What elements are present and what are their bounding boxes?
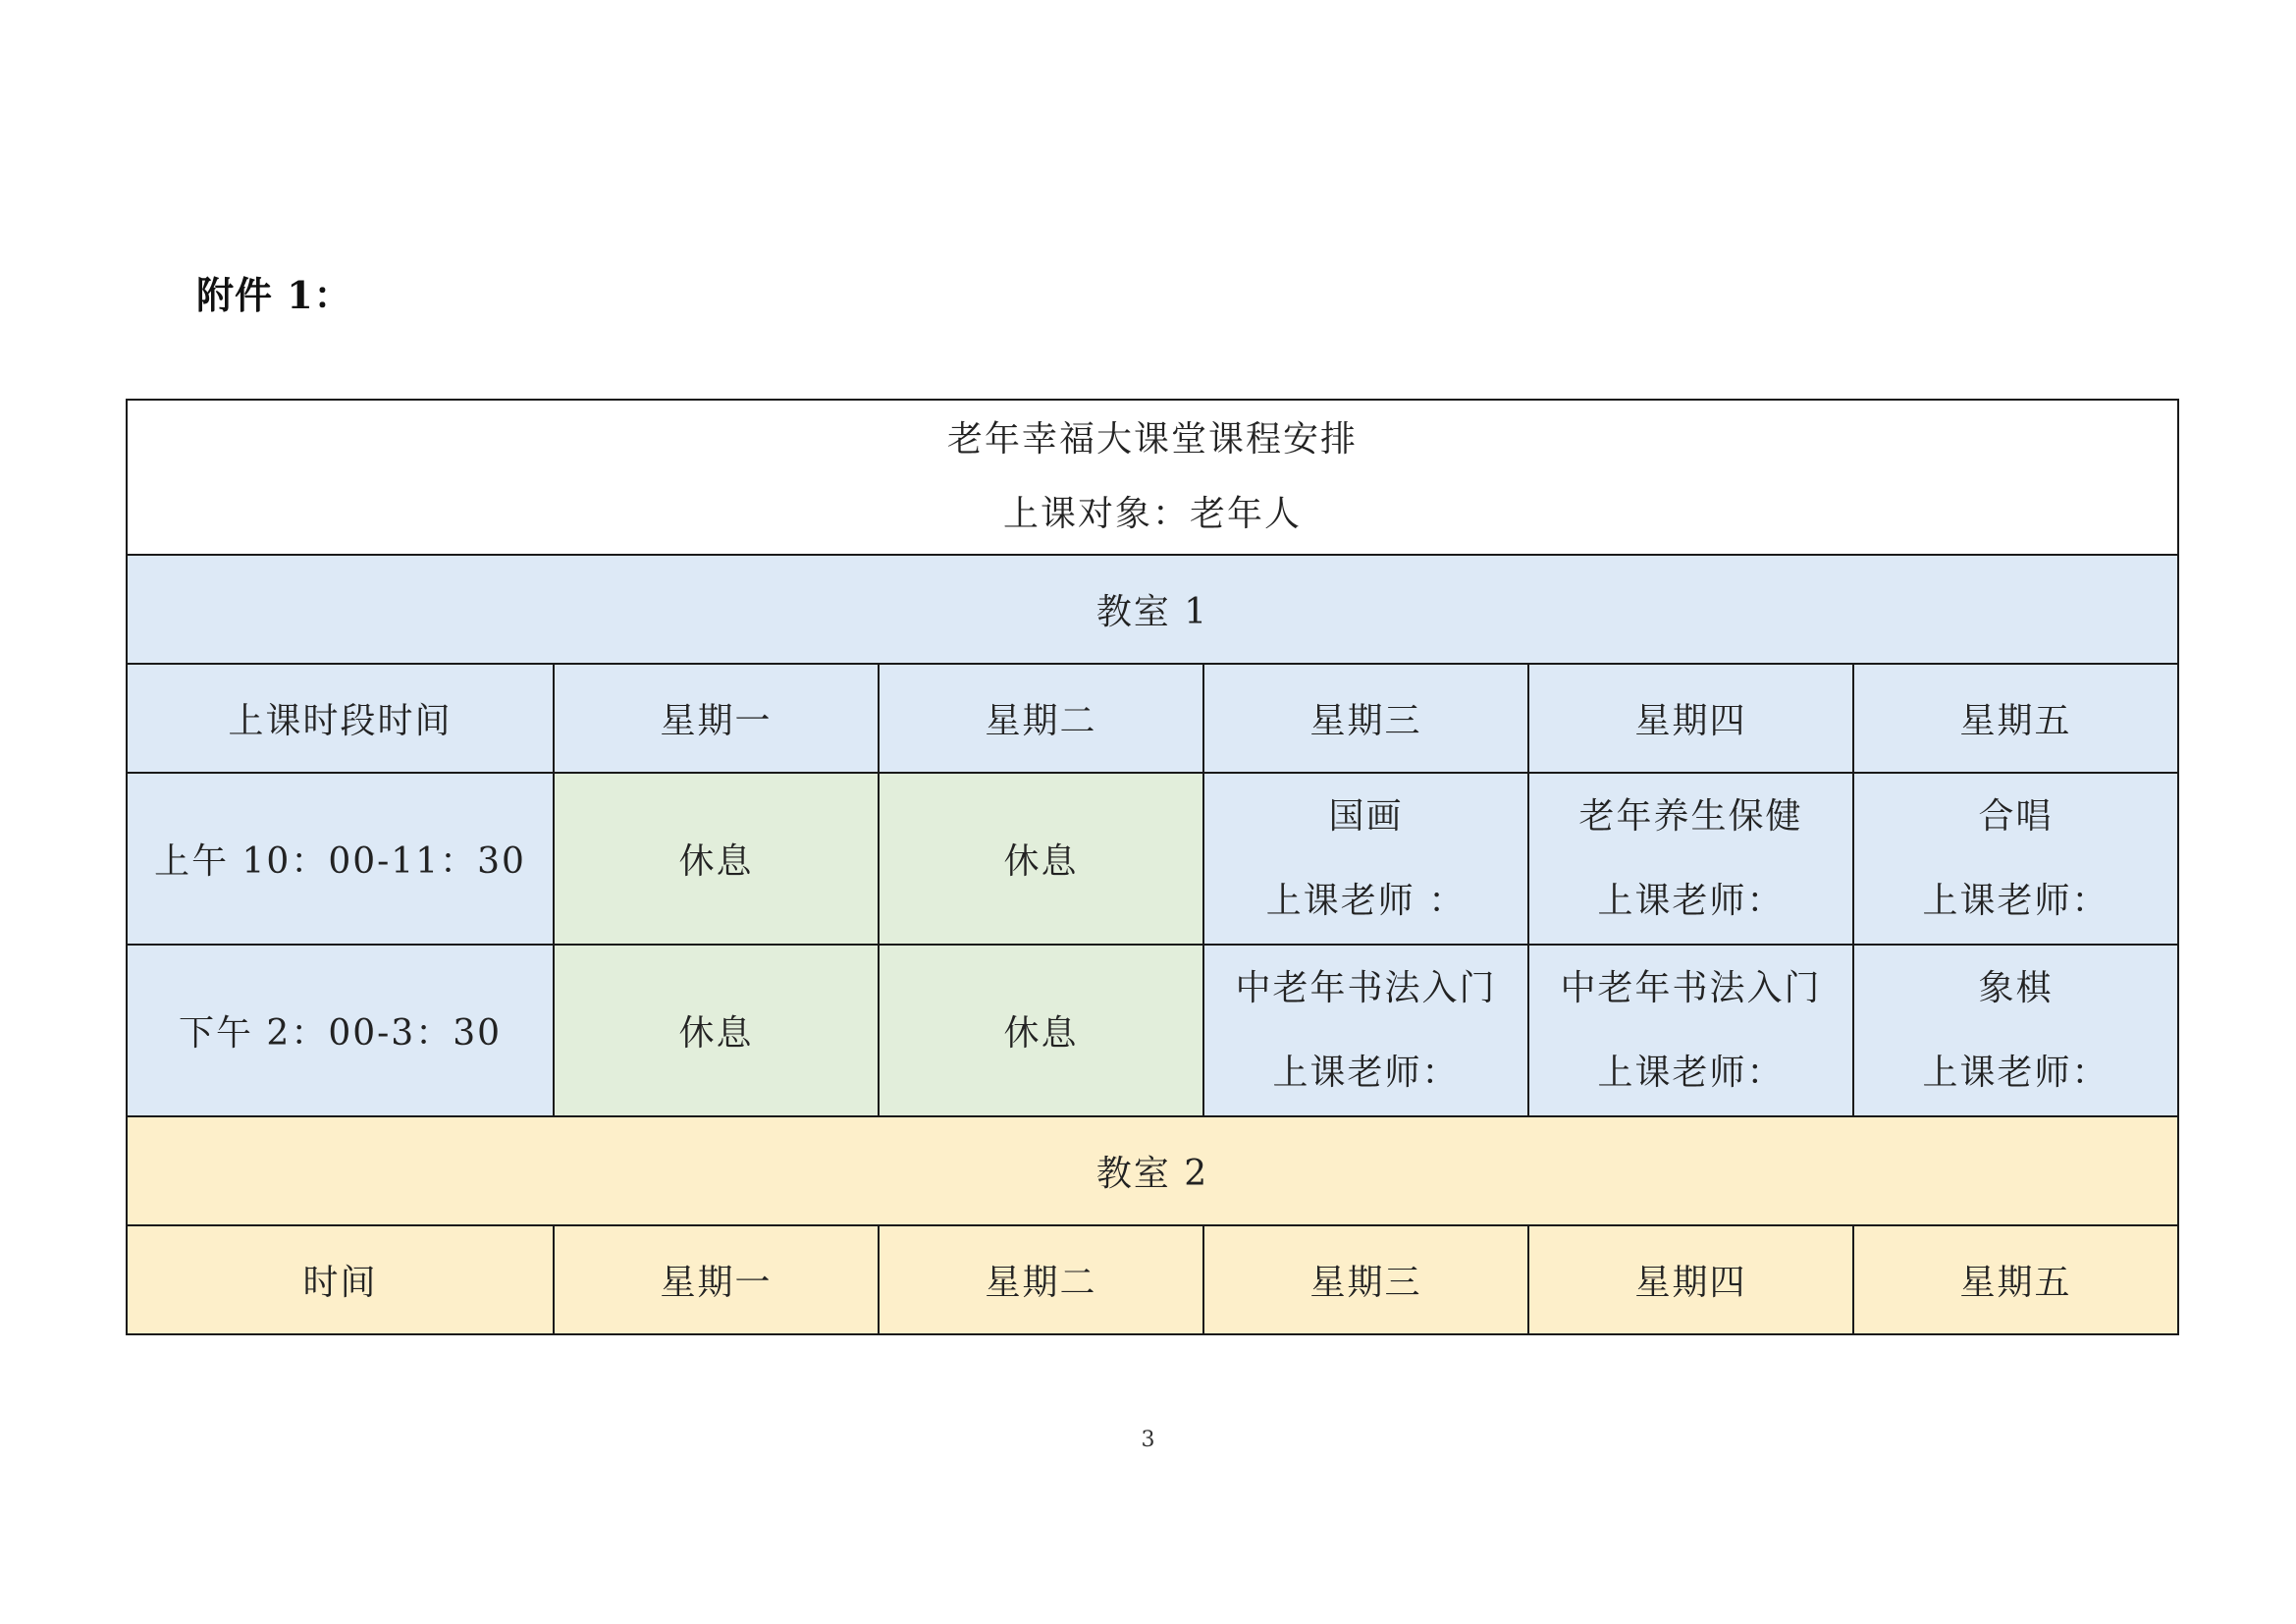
- rest-cell-tue: 休息: [879, 945, 1203, 1116]
- room1-header-mon: 星期一: [554, 664, 879, 773]
- course-schedule-table: [126, 399, 2179, 1335]
- room1-header-thu: 星期四: [1528, 664, 1853, 773]
- slot-time: 上午 10：00-11：30: [127, 773, 554, 945]
- table-row: [127, 773, 2178, 945]
- room2-header-time: 时间: [127, 1225, 554, 1334]
- course-name: 国画: [1328, 795, 1404, 837]
- room2-column-headers: [127, 1225, 2178, 1334]
- audience-line: 上课对象：老年人: [1003, 494, 1303, 534]
- course-cell-fri: [1853, 945, 2178, 1116]
- room1-header-time: 上课时段时间: [127, 664, 554, 773]
- teacher-label: 上课老师：: [1272, 1052, 1460, 1093]
- rest-cell-tue: 休息: [879, 773, 1203, 945]
- teacher-label: 上课老师 ：: [1265, 880, 1467, 921]
- teacher-label: 上课老师：: [1922, 880, 2109, 921]
- title-row: [127, 400, 2178, 555]
- room1-name: 教室 1: [127, 555, 2178, 664]
- teacher-label: 上课老师：: [1922, 1052, 2109, 1093]
- course-name: 象棋: [1978, 967, 2054, 1008]
- table-title: 老年幸福大课堂课程安排: [947, 419, 1359, 460]
- teacher-label: 上课老师：: [1597, 1052, 1785, 1093]
- room1-column-headers: [127, 664, 2178, 773]
- room1-header-wed: 星期三: [1203, 664, 1528, 773]
- page-number: 3: [1141, 1428, 1155, 1452]
- teacher-label: 上课老师：: [1597, 880, 1785, 921]
- room2-header-fri: 星期五: [1853, 1225, 2178, 1334]
- room1-header-row: [127, 555, 2178, 664]
- course-name: 合唱: [1978, 795, 2054, 837]
- room2-header-wed: 星期三: [1203, 1225, 1528, 1334]
- room1-header-fri: 星期五: [1853, 664, 2178, 773]
- course-cell-fri: [1853, 773, 2178, 945]
- room2-header-thu: 星期四: [1528, 1225, 1853, 1334]
- course-cell-wed: [1203, 773, 1528, 945]
- room2-header-tue: 星期二: [879, 1225, 1203, 1334]
- room2-header-row: [127, 1116, 2178, 1225]
- rest-cell-mon: 休息: [554, 945, 879, 1116]
- table-title-cell: [127, 400, 2178, 555]
- course-name: 中老年书法入门: [1235, 967, 1497, 1008]
- attachment-label: 附件 1：: [196, 273, 352, 317]
- rest-cell-mon: 休息: [554, 773, 879, 945]
- slot-time: 下午 2：00-3：30: [127, 945, 554, 1116]
- course-cell-thu: [1528, 945, 1853, 1116]
- table-row: [127, 945, 2178, 1116]
- course-cell-thu: [1528, 773, 1853, 945]
- course-cell-wed: [1203, 945, 1528, 1116]
- room2-name: 教室 2: [127, 1116, 2178, 1225]
- course-name: 中老年书法入门: [1560, 967, 1822, 1008]
- room2-header-mon: 星期一: [554, 1225, 879, 1334]
- course-name: 老年养生保健: [1578, 795, 1803, 837]
- room1-header-tue: 星期二: [879, 664, 1203, 773]
